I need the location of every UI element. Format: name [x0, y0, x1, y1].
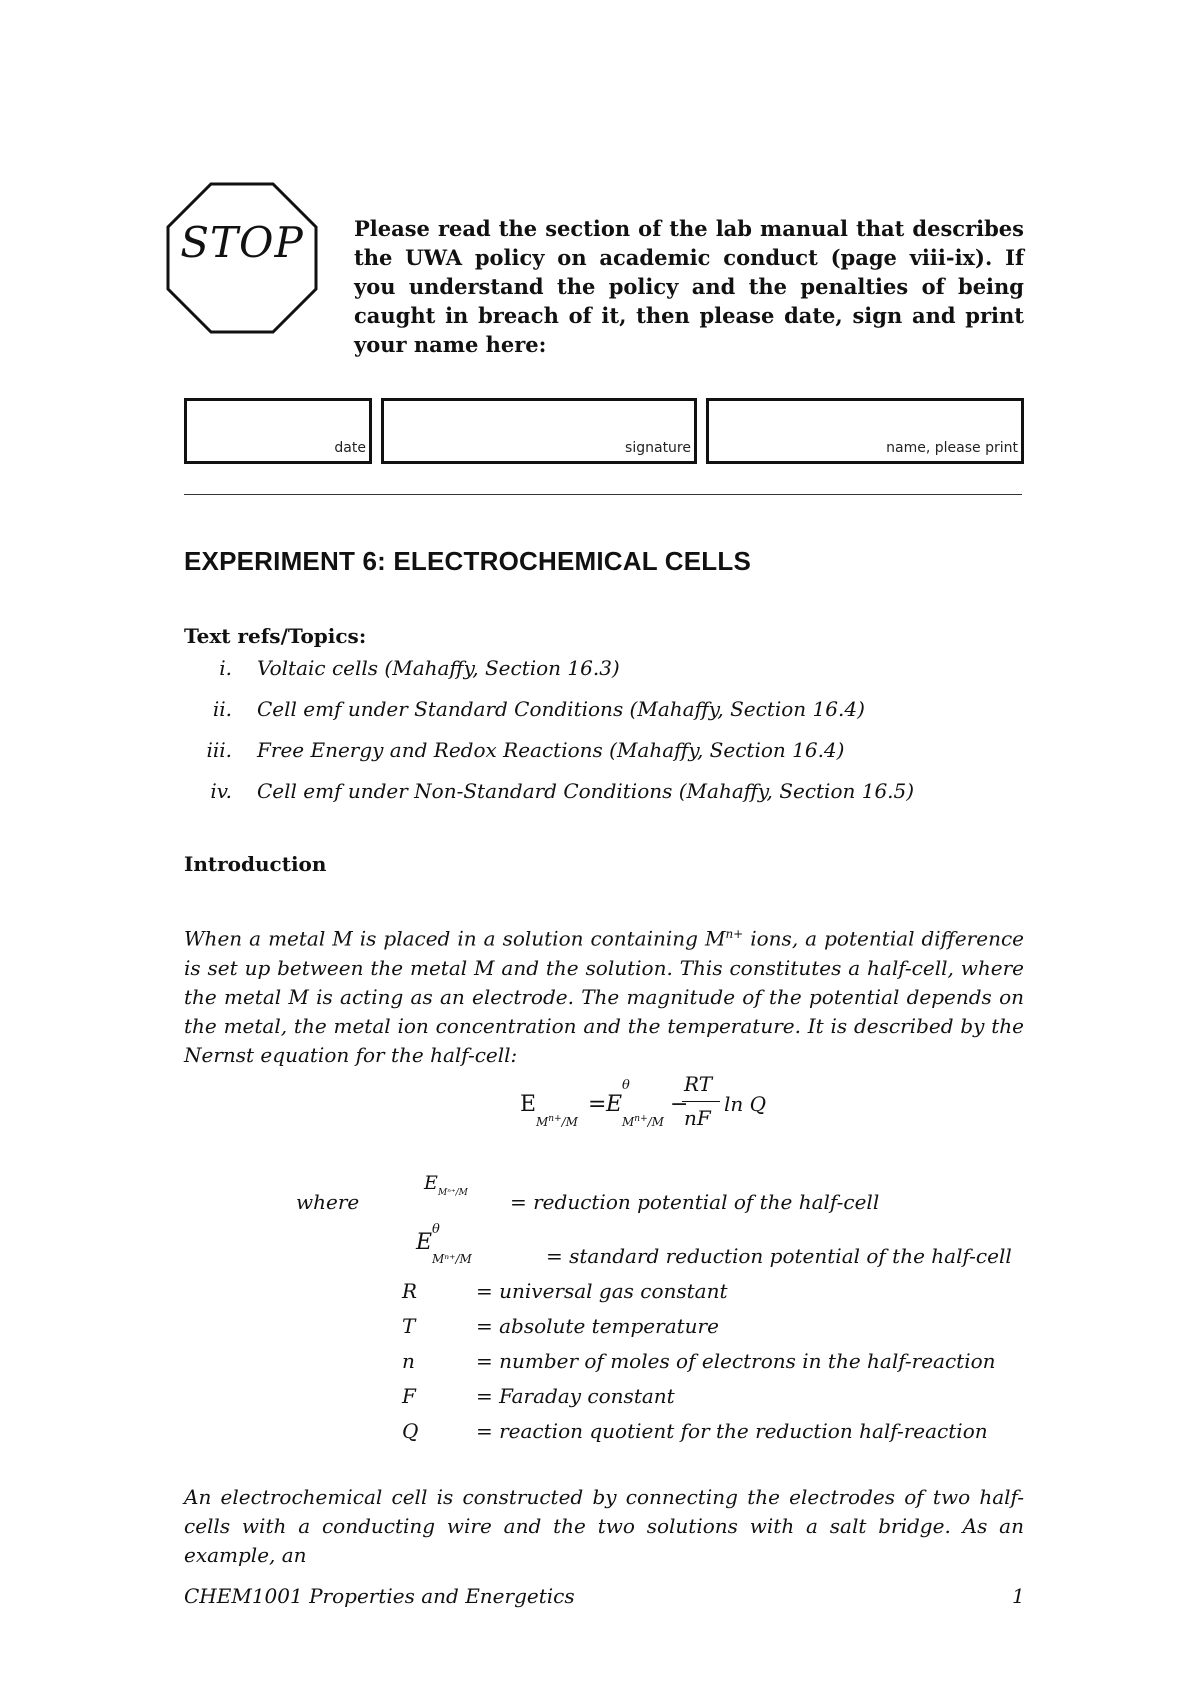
ref-item — [184, 656, 1024, 684]
date-label: date — [334, 440, 366, 456]
refs-heading: Text refs/Topics: — [184, 624, 367, 648]
ref-item — [184, 779, 1024, 807]
eq-rhs-sub: $M^{n+}/M$ — [622, 1114, 664, 1129]
stop-sign-text: STOP — [180, 218, 304, 267]
definition-text: = standard reduction potential of the half-cell — [546, 1244, 1012, 1268]
eq-rhs-e: E — [606, 1092, 623, 1117]
eq-lhs: E — [520, 1092, 537, 1117]
ref-text: Cell emf under Standard Conditions (Mahaffy, Section 16.4) — [257, 697, 865, 721]
para-text: ions, a potential difference is set up between the metal M and the solution. This constitutes a half-cell, where the metal M is acting as an electrode. The magnitude of the potential depends on the metal, the metal ion concentration and the temperature. It is described by the Nernst equation for the half-cell: — [184, 926, 1024, 1067]
page-number: 1 — [1012, 1584, 1025, 1608]
symbol-f: F — [402, 1384, 416, 1408]
ref-text: Voltaic cells (Mahaffy, Section 16.3) — [257, 656, 620, 680]
ref-item — [184, 697, 1024, 725]
eq-numerator: RT — [684, 1072, 713, 1096]
signature-label: signature — [625, 440, 691, 456]
symbol-t: T — [402, 1314, 416, 1338]
eq-fraction-bar — [682, 1101, 720, 1102]
symbol-n: n — [402, 1349, 415, 1373]
name-field[interactable] — [706, 398, 1024, 464]
introduction-heading: Introduction — [184, 852, 327, 876]
electrochemical-cell-paragraph: An electrochemical cell is constructed by connecting the electrodes of two half-cells with a conducting wire and the two solutions with a salt bridge. As an example, an — [184, 1485, 1024, 1567]
ref-number: i. — [219, 656, 232, 680]
definition-text: = universal gas constant — [476, 1279, 728, 1303]
symbol-r: R — [402, 1279, 418, 1303]
eq-minus: − — [670, 1092, 689, 1117]
divider — [184, 494, 1022, 495]
eq-theta: θ — [622, 1078, 630, 1093]
eq-equals: = — [588, 1092, 607, 1117]
experiment-title: EXPERIMENT 6: ELECTROCHEMICAL CELLS — [184, 546, 752, 576]
nernst-equation — [520, 1070, 780, 1140]
introduction-paragraph — [184, 920, 1024, 1070]
ref-number: iv. — [210, 779, 232, 803]
ref-number: ii. — [212, 697, 232, 721]
symbol-e: E Mⁿ⁺/M — [424, 1172, 468, 1198]
date-field[interactable] — [184, 398, 372, 464]
definition-text: = number of moles of electrons in the half-reaction — [476, 1349, 996, 1373]
symbol-e-standard: E θ Mⁿ⁺/M — [416, 1222, 472, 1266]
ref-number: iii. — [206, 738, 232, 762]
para-text: When a metal M is placed in a solution containing M — [184, 926, 726, 951]
ref-text: Cell emf under Non-Standard Conditions (Mahaffy, Section 16.5) — [257, 779, 915, 803]
eq-denominator: nF — [684, 1106, 711, 1130]
symbol-q: Q — [402, 1419, 419, 1443]
where-label: where — [296, 1190, 360, 1214]
eq-ln-q: ln Q — [724, 1092, 767, 1116]
definition-text: = Faraday constant — [476, 1384, 675, 1408]
definition-text: = reaction quotient for the reduction half-reaction — [476, 1419, 988, 1443]
signature-field[interactable] — [381, 398, 697, 464]
academic-conduct-notice: Please read the section of the lab manual that describes the UWA policy on academic conduct (page viii-ix). If you understand the policy and the penalties of being caught in breach of it, then please date, sign and print your name here: — [354, 216, 1024, 357]
ion-charge: n+ — [725, 927, 744, 941]
ref-item — [184, 738, 1024, 766]
definition-text: = absolute temperature — [476, 1314, 719, 1338]
definition-text: = reduction potential of the half-cell — [510, 1190, 880, 1214]
eq-lhs-sub: $M^{n+}/M$ — [536, 1114, 578, 1129]
name-label: name, please print — [886, 440, 1018, 456]
footer-course: CHEM1001 Properties and Energetics — [184, 1584, 575, 1608]
ref-text: Free Energy and Redox Reactions (Mahaffy, Section 16.4) — [257, 738, 845, 762]
